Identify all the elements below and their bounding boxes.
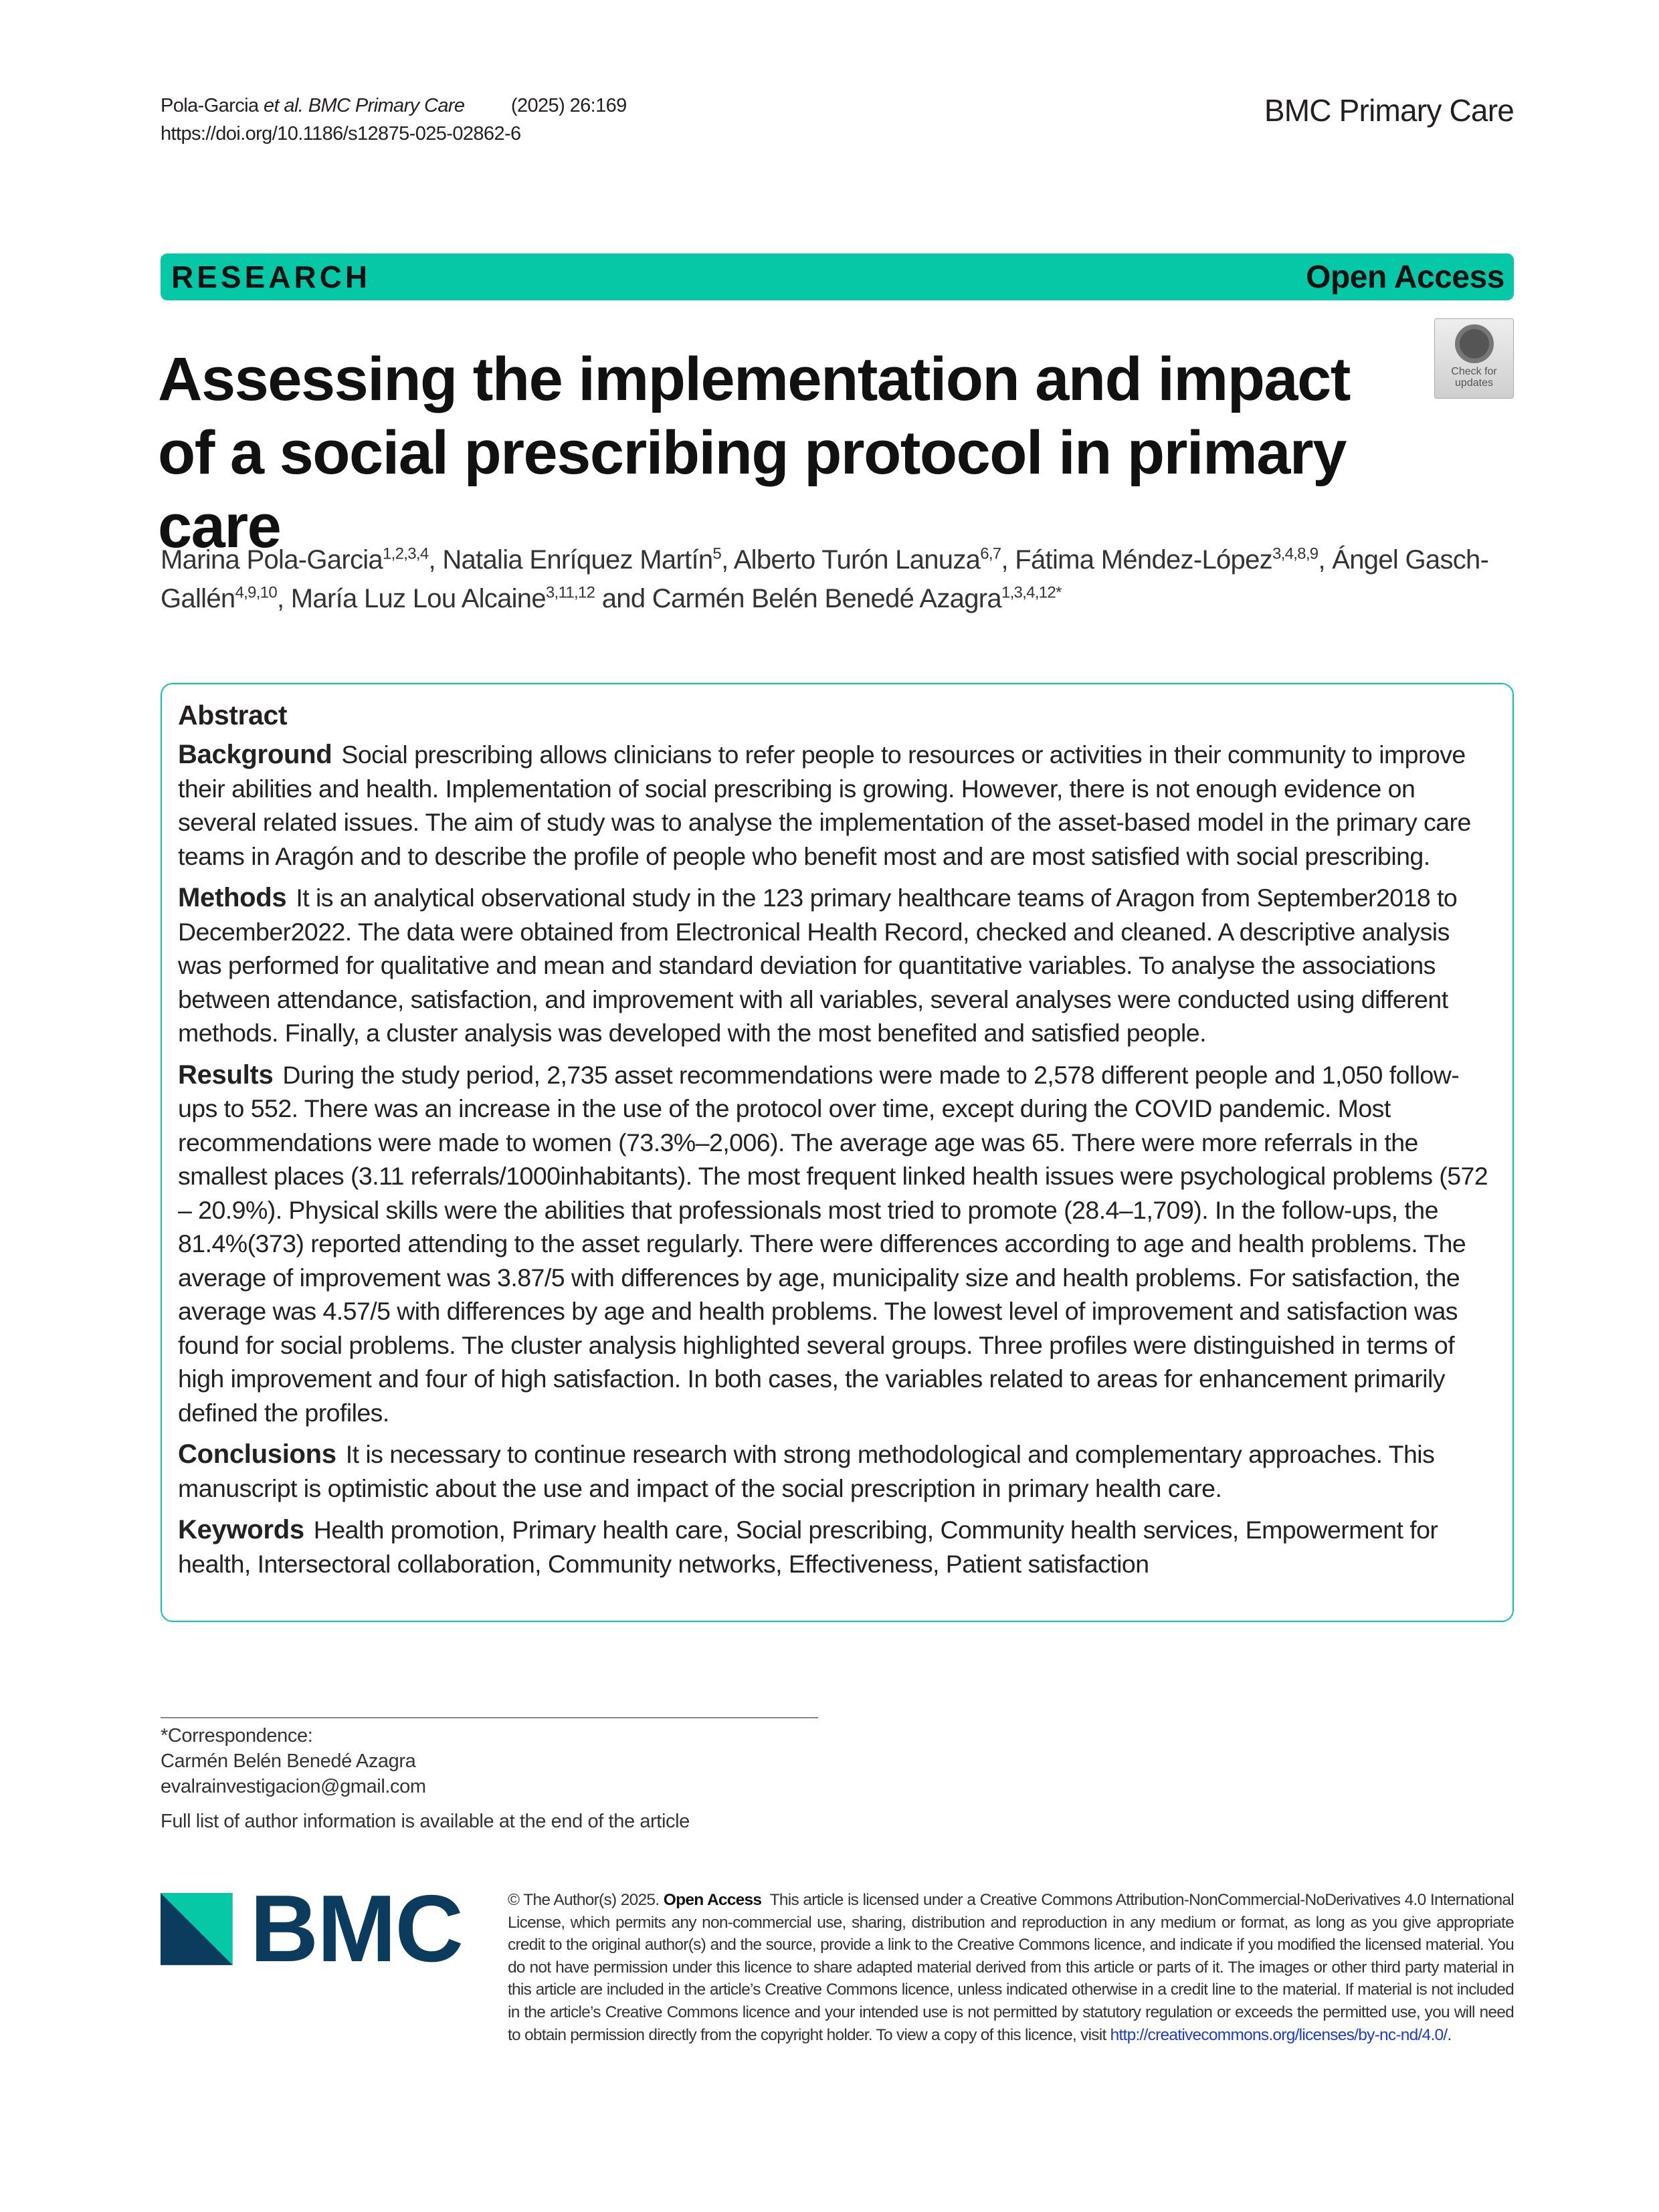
author-affiliation: 5 <box>712 544 722 563</box>
author-name: Natalia Enríquez Martín <box>442 545 713 575</box>
correspondence-name: Carmén Belén Benedé Azagra <box>161 1750 416 1772</box>
author-name: Ángel Gasch-Gallén <box>161 545 1489 613</box>
license-end: . <box>1447 2025 1452 2044</box>
footnote-divider <box>161 1717 818 1718</box>
abstract-conclusions <box>178 1437 1496 1505</box>
section-label: Methods <box>178 883 287 912</box>
abstract-methods <box>178 881 1496 1050</box>
author-name: María Luz Lou Alcaine <box>290 584 546 613</box>
correspondence-email[interactable]: evalrainvestigacion@gmail.com <box>161 1776 426 1797</box>
crossmark-icon <box>1455 324 1494 363</box>
running-citation <box>161 95 627 117</box>
check-for-updates-button[interactable] <box>1434 318 1514 399</box>
license-body: This article is licensed under a Creative Commons Attribution-NonCommercial-NoDerivatives 4.0 International License, which permits any non-commercial use, sharing, distribution and reproduction in any medium or format, as long as you give appropriate credit to the original author(s) and the source, provide a link to the Creative Commons licence, and indicate if you modified the licensed material. You do not have permission under this licence to share adapted material derived from this article or parts of it. The images or other third party material in this article are included in the article’s Creative Commons licence, unless indicated otherwise in a credit line to the material. If material is not included in the article’s Creative Commons licence and your intended use is not permitted by statutory regulation or exceeds the permitted use, you will need to obtain permission directly from the copyright holder. To view a copy of this licence, visit <box>508 1891 1514 2044</box>
journal-name: BMC Primary Care <box>1264 93 1514 128</box>
author-separator: , <box>1318 545 1333 575</box>
section-text: Health promotion, Primary health care, Social prescribing, Community health services, Empowerment for health, Intersectoral collaboration, Community networks, Effectiveness, Patient satisfaction <box>178 1516 1438 1578</box>
author-affiliation: 3,4,8,9 <box>1272 544 1319 563</box>
open-access-label: Open Access <box>1306 259 1504 295</box>
article-type: RESEARCH <box>171 260 371 294</box>
author-info-note: Full list of author information is available at the end of the article <box>161 1811 690 1832</box>
citation-year-volume: (2025) 26:169 <box>510 95 627 116</box>
article-title: Assessing the implementation and impact of a social prescribing protocol in primary care <box>158 345 1350 561</box>
author-affiliation: 3,11,12 <box>545 583 595 602</box>
author-name: Fátima Méndez-López <box>1015 545 1272 575</box>
section-label: Conclusions <box>178 1439 336 1469</box>
abstract-results <box>178 1058 1496 1430</box>
license-text <box>508 1889 1514 2046</box>
license-link[interactable]: http://creativecommons.org/licenses/by-nc-nd/4.0/ <box>1110 2025 1448 2044</box>
author-name: Alberto Turón Lanuza <box>733 545 981 575</box>
license-open-access: Open Access <box>663 1891 762 1909</box>
section-label: Background <box>178 740 332 769</box>
abstract-heading: Abstract <box>178 700 288 730</box>
author-affiliation: 1,3,4,12* <box>1001 583 1062 602</box>
author-name: Marina Pola-Garcia <box>161 545 383 575</box>
abstract-keywords <box>178 1513 1496 1581</box>
section-text: It is an analytical observational study in the 123 primary healthcare teams of Aragon from September2018 to December2022. The data were obtained from Electronical Health Record, checked and cleaned. A descriptive analysis was performed for qualitative and mean and standard deviation for quantitative variables. To analyse the associations between attendance, satisfaction, and improvement with all variables, several analyses were conducted using different methods. Finally, a cluster analysis was developed with the most benefited and satisfied people. <box>178 884 1458 1047</box>
citation-authors: Pola-Garcia <box>161 95 259 116</box>
correspondence-label: *Correspondence: <box>161 1725 313 1746</box>
section-label: Keywords <box>178 1515 304 1544</box>
author-separator: , <box>276 584 291 613</box>
bmc-logo <box>161 1876 462 1982</box>
section-text: During the study period, 2,735 asset recommendations were made to 2,578 different people and 1,050 follow-ups to 552. There was an increase in the use of the protocol over time, except during the COVID pandemic. Most recommendations were made to women (73.3%–2,006). The average age was 65. There were more referrals in the smallest places (3.11 referrals/1000inhabitants). The most frequent linked health issues were psychological problems (572 – 20.9%). Physical skills were the abilities that professionals most tried to promote (28.4–1,709). In the follow-ups, the 81.4%(373) reported attending to the asset regularly. There were differences according to age and health problems. The average of improvement was 3.87/5 with differences by age, municipality size and health problems. For satisfaction, the average was 4.57/5 with differences by age and health problems. The lowest level of improvement and satisfaction was found for social problems. The cluster analysis highlighted several groups. Three profiles were distinguished in terms of high improvement and four of high satisfaction. In both cases, the variables related to areas for enhancement primarily defined the profiles. <box>178 1060 1488 1427</box>
author-list <box>161 540 1525 618</box>
abstract-box <box>161 683 1514 1622</box>
author-separator: , <box>1001 545 1015 575</box>
bmc-logo-mark-icon <box>161 1892 233 1967</box>
correspondence <box>161 1723 426 1799</box>
bmc-logo-text: BMC <box>250 1876 462 1982</box>
author-affiliation: 6,7 <box>980 544 1001 563</box>
article-type-banner <box>161 254 1514 300</box>
copyright-notice: © The Author(s) 2025. <box>508 1891 660 1909</box>
section-text: Social prescribing allows clinicians to refer people to resources or activities in their community to improve their abilities and health. Implementation of social prescribing is growing. However, there is not enough evidence on several related issues. The aim of study was to analyse the implementation of the asset-based model in the primary care teams in Aragón and to describe the profile of people who benefit most and are most satisfied with social prescribing. <box>178 740 1471 870</box>
author-separator: and <box>595 584 652 613</box>
author-affiliation: 4,9,10 <box>235 583 277 602</box>
section-label: Results <box>178 1060 274 1090</box>
author-name: Carmén Belén Benedé Azagra <box>652 584 1001 613</box>
check-for-updates-label: Check for updates <box>1451 366 1497 389</box>
abstract-background <box>178 738 1496 873</box>
author-separator: , <box>428 545 443 575</box>
author-affiliation: 1,2,3,4 <box>382 544 429 563</box>
doi-link[interactable]: https://doi.org/10.1186/s12875-025-02862-6 <box>161 123 521 144</box>
author-separator: , <box>721 545 734 575</box>
citation-etal: et al. <box>263 95 304 116</box>
section-text: It is necessary to continue research with strong methodological and complementary approaches. This manuscript is optimistic about the use and impact of the social prescription in primary health care. <box>178 1440 1435 1502</box>
citation-journal: BMC Primary Care <box>308 95 465 116</box>
